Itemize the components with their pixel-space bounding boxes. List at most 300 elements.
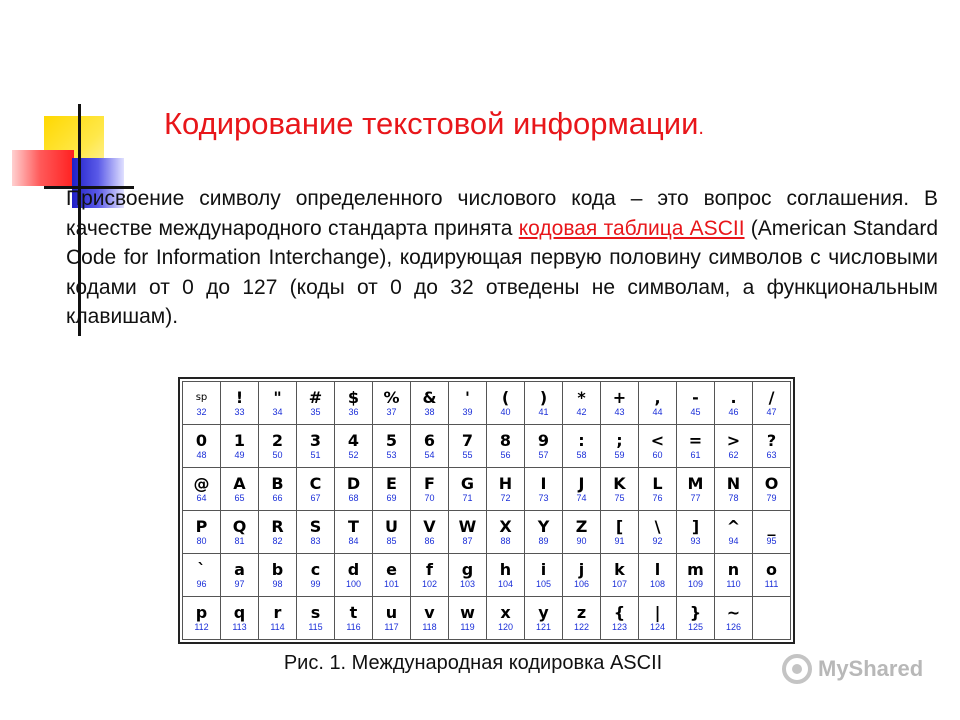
ascii-char: $ — [347, 387, 360, 407]
ascii-cell — [563, 468, 601, 511]
ascii-cell — [221, 468, 259, 511]
ascii-char: w — [460, 602, 475, 622]
ascii-cell — [677, 425, 715, 468]
ascii-code: 100 — [345, 578, 362, 589]
ascii-char: > — [726, 430, 741, 450]
ascii-code: 51 — [310, 449, 321, 460]
ascii-cell — [487, 382, 525, 425]
ascii-code: 102 — [421, 578, 438, 589]
ascii-cell — [259, 425, 297, 468]
ascii-cell — [373, 511, 411, 554]
ascii-char: P — [195, 516, 208, 536]
ascii-code: 86 — [424, 535, 435, 546]
ascii-code: 77 — [690, 492, 701, 503]
ascii-code: 103 — [459, 578, 476, 589]
ascii-table-figure — [178, 377, 795, 644]
ascii-cell — [715, 382, 753, 425]
ascii-char: e — [386, 559, 397, 579]
ascii-char: 3 — [309, 430, 322, 450]
ascii-code: 115 — [308, 621, 323, 632]
ascii-code: 43 — [614, 406, 625, 417]
table-row — [183, 382, 791, 425]
ascii-char: R — [271, 516, 284, 536]
ascii-char: x — [500, 602, 511, 622]
ascii-cell — [487, 597, 525, 640]
ascii-code: 94 — [728, 535, 739, 546]
ascii-code: 124 — [649, 621, 666, 632]
ascii-code: 111 — [764, 578, 779, 589]
ascii-code: 62 — [728, 449, 739, 460]
ascii-char: E — [386, 473, 397, 493]
ascii-cell — [677, 554, 715, 597]
ascii-char: z — [576, 602, 587, 622]
ascii-code: 66 — [272, 492, 283, 503]
ascii-code: 83 — [310, 535, 321, 546]
ascii-cell — [297, 554, 335, 597]
ascii-cell — [449, 511, 487, 554]
ascii-cell — [449, 597, 487, 640]
ascii-cell — [525, 597, 563, 640]
ascii-code: 72 — [500, 492, 511, 503]
ascii-char: { — [613, 602, 626, 622]
ascii-char: ! — [235, 387, 244, 407]
ascii-cell — [715, 511, 753, 554]
ascii-code: 82 — [272, 535, 283, 546]
ascii-cell — [525, 425, 563, 468]
ascii-code: 46 — [728, 406, 739, 417]
ascii-cell — [297, 382, 335, 425]
ascii-cell — [183, 597, 221, 640]
ascii-char: ^ — [726, 516, 741, 536]
ascii-code: 44 — [652, 406, 663, 417]
ascii-char: 4 — [347, 430, 360, 450]
ascii-char: L — [652, 473, 663, 493]
ascii-code: 68 — [348, 492, 359, 503]
body-paragraph — [66, 184, 938, 332]
ascii-cell — [449, 382, 487, 425]
ascii-char: d — [347, 559, 360, 579]
ascii-code: 47 — [766, 406, 777, 417]
ascii-cell — [259, 597, 297, 640]
ascii-cell — [639, 382, 677, 425]
ascii-char: / — [768, 387, 775, 407]
ascii-cell — [563, 597, 601, 640]
ascii-code: 70 — [424, 492, 435, 503]
ascii-table-link[interactable]: кодовая таблица ASCII — [518, 216, 745, 240]
ascii-code: 58 — [576, 449, 587, 460]
decor-red-bar — [12, 150, 74, 186]
ascii-char: M — [687, 473, 704, 493]
ascii-code: 53 — [386, 449, 397, 460]
ascii-code: 107 — [611, 578, 628, 589]
ascii-cell — [335, 597, 373, 640]
ascii-code: 84 — [348, 535, 359, 546]
ascii-char: F — [424, 473, 435, 493]
ascii-char: m — [687, 559, 704, 579]
ascii-cell — [601, 597, 639, 640]
ascii-code: 73 — [538, 492, 549, 503]
ascii-code: 42 — [576, 406, 587, 417]
ascii-cell — [601, 511, 639, 554]
ascii-char: W — [458, 516, 477, 536]
ascii-cell — [411, 554, 449, 597]
ascii-char: ? — [766, 430, 777, 450]
ascii-cell — [373, 554, 411, 597]
ascii-code: 119 — [460, 621, 475, 632]
ascii-char: l — [654, 559, 661, 579]
ascii-code: 48 — [196, 449, 207, 460]
ascii-code: 80 — [196, 535, 207, 546]
ascii-code: 59 — [614, 449, 625, 460]
ascii-code: 35 — [310, 406, 321, 417]
ascii-code: 106 — [573, 578, 590, 589]
figure-caption: Рис. 1. Международная кодировка ASCII — [283, 652, 663, 674]
ascii-char: X — [499, 516, 512, 536]
ascii-char: U — [385, 516, 398, 536]
ascii-code: 118 — [422, 621, 437, 632]
ascii-code: 71 — [462, 492, 473, 503]
ascii-char: % — [383, 387, 400, 407]
ascii-char: V — [423, 516, 436, 536]
ascii-char: O — [764, 473, 779, 493]
ascii-code: 61 — [690, 449, 701, 460]
ascii-char: a — [234, 559, 245, 579]
ascii-code: 38 — [424, 406, 435, 417]
ascii-code: 75 — [614, 492, 625, 503]
table-row — [183, 597, 791, 640]
ascii-code: 91 — [614, 535, 625, 546]
ascii-code: 41 — [538, 406, 549, 417]
ascii-code: 52 — [348, 449, 359, 460]
ascii-char: ~ — [726, 602, 741, 622]
ascii-char: S — [309, 516, 322, 536]
ascii-code: 37 — [386, 406, 397, 417]
ascii-cell — [373, 425, 411, 468]
ascii-cell — [259, 468, 297, 511]
ascii-cell — [639, 468, 677, 511]
ascii-cell — [677, 597, 715, 640]
ascii-cell — [753, 597, 791, 640]
ascii-char: & — [422, 387, 437, 407]
ascii-char: < — [650, 430, 665, 450]
ascii-char: \ — [654, 516, 661, 536]
ascii-char: | — [654, 602, 661, 622]
ascii-cell — [639, 425, 677, 468]
ascii-cell — [639, 597, 677, 640]
ascii-cell — [335, 511, 373, 554]
ascii-char: k — [614, 559, 625, 579]
ascii-char: g — [461, 559, 474, 579]
ascii-cell — [259, 511, 297, 554]
ascii-char: , — [654, 387, 661, 407]
ascii-cell — [487, 511, 525, 554]
ascii-code: 123 — [611, 621, 628, 632]
ascii-code: 74 — [576, 492, 587, 503]
ascii-char: 8 — [499, 430, 512, 450]
ascii-code: 79 — [766, 492, 777, 503]
ascii-code: 104 — [497, 578, 514, 589]
ascii-cell — [411, 511, 449, 554]
ascii-cell — [259, 382, 297, 425]
ascii-char: ] — [691, 516, 700, 536]
ascii-cell — [563, 554, 601, 597]
ascii-cell — [449, 554, 487, 597]
ascii-char: _ — [767, 516, 776, 536]
ascii-cell — [563, 382, 601, 425]
ascii-code: 78 — [728, 492, 739, 503]
ascii-code: 69 — [386, 492, 397, 503]
ascii-char: Z — [575, 516, 588, 536]
ascii-code: 67 — [310, 492, 321, 503]
ascii-char: 0 — [195, 430, 208, 450]
ascii-cell — [449, 425, 487, 468]
ascii-char: Y — [537, 516, 550, 536]
ascii-cell — [373, 597, 411, 640]
ascii-code: 97 — [234, 578, 245, 589]
ascii-cell — [335, 468, 373, 511]
ascii-char: N — [726, 473, 741, 493]
ascii-cell — [221, 597, 259, 640]
ascii-cell — [183, 382, 221, 425]
ascii-code: 54 — [424, 449, 435, 460]
ascii-char: ) — [539, 387, 548, 407]
ascii-char: # — [308, 387, 323, 407]
ascii-code: 117 — [384, 621, 399, 632]
ascii-char: : — [578, 430, 585, 450]
ascii-code: 125 — [687, 621, 704, 632]
ascii-char: q — [233, 602, 246, 622]
ascii-cell — [563, 425, 601, 468]
ascii-cell — [297, 511, 335, 554]
ascii-cell — [563, 511, 601, 554]
ascii-code: 65 — [234, 492, 245, 503]
ascii-cell — [183, 511, 221, 554]
watermark — [782, 654, 923, 684]
ascii-cell — [487, 554, 525, 597]
ascii-code: 32 — [196, 406, 207, 417]
ascii-char: T — [348, 516, 359, 536]
ascii-cell — [639, 511, 677, 554]
ascii-cell — [411, 468, 449, 511]
ascii-char: 6 — [423, 430, 436, 450]
ascii-char: ( — [501, 387, 510, 407]
ascii-char: r — [273, 602, 282, 622]
ascii-char: D — [346, 473, 361, 493]
ascii-char: f — [426, 559, 433, 579]
ascii-char: t — [349, 602, 358, 622]
ascii-cell — [411, 597, 449, 640]
ascii-cell — [715, 554, 753, 597]
ascii-cell — [715, 425, 753, 468]
ascii-code: 34 — [272, 406, 283, 417]
ascii-cell — [677, 468, 715, 511]
slide-title — [164, 106, 864, 142]
ascii-code: 40 — [500, 406, 511, 417]
ascii-char: ; — [616, 430, 623, 450]
myshared-logo-icon — [782, 654, 812, 684]
ascii-code: 120 — [497, 621, 514, 632]
ascii-char: 1 — [233, 430, 246, 450]
ascii-cell — [373, 468, 411, 511]
ascii-code: 116 — [346, 621, 361, 632]
ascii-code: 50 — [272, 449, 283, 460]
ascii-char: 5 — [385, 430, 398, 450]
ascii-cell — [487, 425, 525, 468]
ascii-code: 112 — [194, 621, 209, 632]
ascii-char: * — [577, 387, 586, 407]
ascii-cell — [715, 468, 753, 511]
ascii-char: i — [540, 559, 547, 579]
ascii-code: 45 — [690, 406, 701, 417]
ascii-cell — [525, 554, 563, 597]
ascii-code: 63 — [766, 449, 777, 460]
ascii-cell — [221, 382, 259, 425]
ascii-cell — [601, 382, 639, 425]
ascii-char: [ — [615, 516, 624, 536]
paragraph-text-before: Присвоение символу определенного числового кода – это вопрос соглашения. В качестве международного стандарта принята — [66, 187, 938, 240]
ascii-cell — [487, 468, 525, 511]
watermark-text: MyShared — [818, 656, 924, 681]
ascii-cell — [183, 425, 221, 468]
ascii-code: 60 — [652, 449, 663, 460]
ascii-cell — [601, 425, 639, 468]
table-row — [183, 511, 791, 554]
ascii-char: = — [688, 430, 703, 450]
ascii-char: B — [271, 473, 284, 493]
ascii-char: sp — [195, 391, 208, 403]
ascii-cell — [183, 468, 221, 511]
ascii-char: b — [271, 559, 284, 579]
ascii-cell — [525, 511, 563, 554]
ascii-code: 85 — [386, 535, 397, 546]
ascii-code: 122 — [573, 621, 590, 632]
ascii-char: + — [612, 387, 627, 407]
ascii-code: 121 — [535, 621, 552, 632]
ascii-code: 76 — [652, 492, 663, 503]
ascii-cell — [449, 468, 487, 511]
ascii-table — [182, 381, 791, 640]
ascii-char: o — [766, 559, 777, 579]
slide-title-dot: . — [698, 117, 704, 139]
ascii-cell — [373, 382, 411, 425]
ascii-code: 108 — [649, 578, 666, 589]
ascii-cell — [753, 468, 791, 511]
ascii-code: 49 — [234, 449, 245, 460]
ascii-code: 90 — [576, 535, 587, 546]
ascii-char: 2 — [271, 430, 284, 450]
ascii-cell — [221, 554, 259, 597]
ascii-cell — [601, 554, 639, 597]
ascii-code: 93 — [690, 535, 701, 546]
ascii-code: 88 — [500, 535, 511, 546]
slide-title-text: Кодирование текстовой информации — [164, 106, 699, 141]
ascii-cell — [601, 468, 639, 511]
ascii-char: } — [689, 602, 702, 622]
ascii-char: v — [424, 602, 435, 622]
ascii-code: 55 — [462, 449, 473, 460]
ascii-code: 113 — [232, 621, 247, 632]
ascii-cell — [335, 425, 373, 468]
table-row — [183, 554, 791, 597]
ascii-char: j — [578, 559, 585, 579]
ascii-cell — [753, 425, 791, 468]
ascii-char: s — [310, 602, 321, 622]
ascii-cell — [335, 382, 373, 425]
ascii-char: ` — [197, 559, 206, 579]
ascii-code: 89 — [538, 535, 549, 546]
ascii-cell — [411, 425, 449, 468]
ascii-cell — [411, 382, 449, 425]
ascii-code: 87 — [462, 535, 473, 546]
ascii-cell — [259, 554, 297, 597]
ascii-code: 39 — [462, 406, 473, 417]
ascii-char: - — [692, 387, 699, 407]
ascii-char: n — [727, 559, 740, 579]
ascii-code: 56 — [500, 449, 511, 460]
ascii-code: 36 — [348, 406, 359, 417]
ascii-code: 126 — [725, 621, 742, 632]
ascii-cell — [221, 425, 259, 468]
ascii-code: 92 — [652, 535, 663, 546]
ascii-char: . — [730, 387, 737, 407]
ascii-char: h — [499, 559, 512, 579]
ascii-code: 81 — [234, 535, 245, 546]
ascii-char: @ — [193, 473, 210, 493]
ascii-code: 96 — [196, 578, 207, 589]
ascii-code: 109 — [687, 578, 704, 589]
ascii-char: I — [540, 473, 547, 493]
ascii-char: ' — [465, 387, 470, 407]
ascii-cell — [677, 511, 715, 554]
ascii-code: 95 — [766, 535, 777, 546]
ascii-cell — [297, 597, 335, 640]
ascii-code: 101 — [383, 578, 400, 589]
ascii-code: 105 — [535, 578, 552, 589]
table-row — [183, 425, 791, 468]
ascii-char: u — [385, 602, 398, 622]
ascii-code: 64 — [196, 492, 207, 503]
ascii-cell — [221, 511, 259, 554]
table-row — [183, 468, 791, 511]
ascii-char: K — [613, 473, 626, 493]
ascii-char: H — [498, 473, 513, 493]
ascii-char: Q — [232, 516, 247, 536]
ascii-cell — [753, 554, 791, 597]
ascii-cell — [753, 511, 791, 554]
ascii-cell — [297, 468, 335, 511]
paragraph-text-after: (American Standard Code for Information Interchange), кодирующая первую половину символов с числовыми кодами от 0 до 127 (коды от 0 до 32 отведены не символам, а функциональным клавишам). — [66, 216, 938, 328]
ascii-cell — [639, 554, 677, 597]
ascii-code: 99 — [310, 578, 321, 589]
ascii-cell — [183, 554, 221, 597]
ascii-code: 33 — [234, 406, 245, 417]
ascii-code: 98 — [272, 578, 283, 589]
ascii-cell — [753, 382, 791, 425]
ascii-char: G — [460, 473, 475, 493]
ascii-char: J — [578, 473, 585, 493]
ascii-code: 110 — [726, 578, 741, 589]
ascii-char: 9 — [537, 430, 550, 450]
ascii-cell — [677, 382, 715, 425]
ascii-char: A — [233, 473, 246, 493]
ascii-code: 114 — [270, 621, 285, 632]
ascii-cell — [525, 382, 563, 425]
ascii-char: p — [195, 602, 208, 622]
ascii-cell — [525, 468, 563, 511]
ascii-cell — [297, 425, 335, 468]
ascii-char: y — [538, 602, 549, 622]
ascii-char: " — [273, 387, 282, 407]
